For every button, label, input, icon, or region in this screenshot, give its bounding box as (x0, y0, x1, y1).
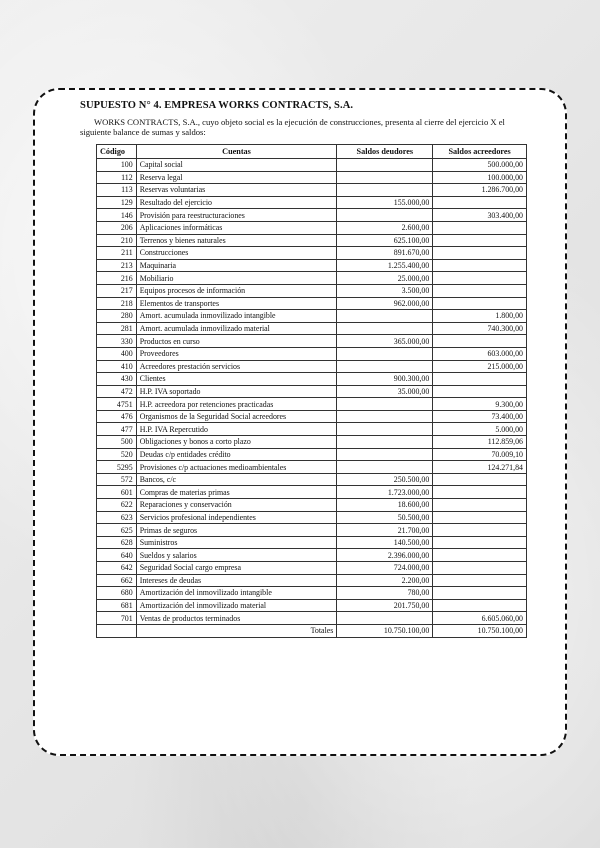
cell-account: H.P. IVA Repercutido (136, 423, 337, 436)
header-account: Cuentas (136, 145, 337, 159)
cell-code: 476 (97, 410, 137, 423)
table-row (97, 385, 527, 398)
cell-account: Ventas de productos terminados (136, 612, 337, 625)
cell-account: Resultado del ejercicio (136, 196, 337, 209)
table-body (97, 159, 527, 625)
cell-debit: 724.000,00 (337, 562, 433, 575)
cell-code: 330 (97, 335, 137, 348)
cell-debit (337, 310, 433, 323)
cell-code: 625 (97, 524, 137, 537)
cell-credit: 5.000,00 (433, 423, 527, 436)
cell-account: Seguridad Social cargo empresa (136, 562, 337, 575)
cell-code: 623 (97, 511, 137, 524)
table-row (97, 272, 527, 285)
cell-credit (433, 284, 527, 297)
cell-debit (337, 360, 433, 373)
table-row (97, 209, 527, 222)
cell-code: 662 (97, 574, 137, 587)
cell-debit (337, 322, 433, 335)
cell-credit: 603.000,00 (433, 347, 527, 360)
cell-debit (337, 398, 433, 411)
cell-code: 100 (97, 159, 137, 172)
cell-credit: 124.271,84 (433, 461, 527, 474)
cell-account: Intereses de deudas (136, 574, 337, 587)
cell-code: 218 (97, 297, 137, 310)
cell-debit: 780,00 (337, 587, 433, 600)
cell-credit (433, 272, 527, 285)
document-title: SUPUESTO N° 4. EMPRESA WORKS CONTRACTS, S.A. (80, 100, 354, 111)
cell-code: 112 (97, 171, 137, 184)
intro-paragraph: WORKS CONTRACTS, S.A., cuyo objeto social es la ejecución de construcciones, presenta al cierre del ejercicio X el siguiente balance de sumas y saldos: (80, 117, 505, 137)
cell-credit (433, 335, 527, 348)
cell-code: 281 (97, 322, 137, 335)
cell-code: 701 (97, 612, 137, 625)
cell-debit: 140.500,00 (337, 536, 433, 549)
table-row (97, 612, 527, 625)
cell-debit (337, 347, 433, 360)
cell-code: 681 (97, 599, 137, 612)
cell-debit (337, 461, 433, 474)
cell-credit (433, 562, 527, 575)
cell-credit (433, 234, 527, 247)
cell-account: Reparaciones y conservación (136, 499, 337, 512)
cell-debit: 1.723.000,00 (337, 486, 433, 499)
cell-debit: 2.200,00 (337, 574, 433, 587)
cell-code: 211 (97, 247, 137, 260)
cell-credit: 1.800,00 (433, 310, 527, 323)
table-row (97, 234, 527, 247)
cell-account: Organismos de la Seguridad Social acreedores (136, 410, 337, 423)
table-row (97, 574, 527, 587)
cell-account: Suministros (136, 536, 337, 549)
cell-code: 280 (97, 310, 137, 323)
cell-account: Capital social (136, 159, 337, 172)
totals-blank (97, 624, 137, 637)
table-row (97, 196, 527, 209)
document-content (80, 100, 523, 638)
cell-account: H.P. acreedora por retenciones practicadas (136, 398, 337, 411)
cell-credit: 500.000,00 (433, 159, 527, 172)
balance-table (96, 144, 527, 638)
cell-credit (433, 536, 527, 549)
cell-credit (433, 247, 527, 260)
table-row (97, 259, 527, 272)
cell-debit: 25.000,00 (337, 272, 433, 285)
cell-debit (337, 448, 433, 461)
cell-code: 4751 (97, 398, 137, 411)
cell-account: Provisiones c/p actuaciones medioambientales (136, 461, 337, 474)
cell-credit: 9.300,00 (433, 398, 527, 411)
cell-debit (337, 159, 433, 172)
cell-code: 622 (97, 499, 137, 512)
table-row (97, 184, 527, 197)
cell-debit: 18.600,00 (337, 499, 433, 512)
cell-credit (433, 486, 527, 499)
table-row (97, 171, 527, 184)
cell-debit: 201.750,00 (337, 599, 433, 612)
cell-credit (433, 259, 527, 272)
table-row (97, 486, 527, 499)
cell-debit: 625.100,00 (337, 234, 433, 247)
header-code: Código (97, 145, 137, 159)
table-row (97, 284, 527, 297)
cell-debit (337, 410, 433, 423)
table-row (97, 461, 527, 474)
cell-code: 206 (97, 221, 137, 234)
table-row (97, 322, 527, 335)
cell-code: 410 (97, 360, 137, 373)
cell-account: Reserva legal (136, 171, 337, 184)
cell-code: 113 (97, 184, 137, 197)
cell-code: 640 (97, 549, 137, 562)
cell-code: 400 (97, 347, 137, 360)
table-row (97, 562, 527, 575)
cell-account: Compras de materias primas (136, 486, 337, 499)
cell-debit (337, 171, 433, 184)
cell-credit (433, 549, 527, 562)
table-row (97, 347, 527, 360)
cell-credit: 112.859,06 (433, 436, 527, 449)
cell-debit: 50.500,00 (337, 511, 433, 524)
header-debit: Saldos deudores (337, 145, 433, 159)
cell-credit (433, 297, 527, 310)
cell-debit: 2.600,00 (337, 221, 433, 234)
table-row (97, 473, 527, 486)
cell-debit: 1.255.400,00 (337, 259, 433, 272)
cell-code: 572 (97, 473, 137, 486)
cell-account: Bancos, c/c (136, 473, 337, 486)
table-row (97, 499, 527, 512)
table-row (97, 373, 527, 386)
cell-code: 430 (97, 373, 137, 386)
cell-credit: 215.000,00 (433, 360, 527, 373)
cell-code: 217 (97, 284, 137, 297)
cell-code: 213 (97, 259, 137, 272)
cell-account: Clientes (136, 373, 337, 386)
table-row (97, 297, 527, 310)
table-row (97, 423, 527, 436)
cell-credit (433, 473, 527, 486)
cell-code: 680 (97, 587, 137, 600)
cell-debit (337, 423, 433, 436)
cell-credit: 6.605.060,00 (433, 612, 527, 625)
cell-credit (433, 587, 527, 600)
totals-label: Totales (136, 624, 337, 637)
cell-credit (433, 385, 527, 398)
cell-account: Elementos de transportes (136, 297, 337, 310)
cell-debit: 155.000,00 (337, 196, 433, 209)
cell-debit: 250.500,00 (337, 473, 433, 486)
cell-account: Primas de seguros (136, 524, 337, 537)
cell-credit (433, 373, 527, 386)
totals-debit: 10.750.100,00 (337, 624, 433, 637)
table-row (97, 221, 527, 234)
cell-account: Equipos procesos de información (136, 284, 337, 297)
cell-credit (433, 574, 527, 587)
cell-code: 642 (97, 562, 137, 575)
cell-debit: 3.500,00 (337, 284, 433, 297)
cell-code: 216 (97, 272, 137, 285)
cell-credit (433, 511, 527, 524)
cell-account: Mobiliario (136, 272, 337, 285)
table-row (97, 410, 527, 423)
cell-credit: 73.400,00 (433, 410, 527, 423)
cell-code: 500 (97, 436, 137, 449)
cell-account: Amortización del inmovilizado material (136, 599, 337, 612)
cell-debit: 2.396.000,00 (337, 549, 433, 562)
table-row (97, 398, 527, 411)
cell-account: Deudas c/p entidades crédito (136, 448, 337, 461)
table-row (97, 448, 527, 461)
cell-code: 5295 (97, 461, 137, 474)
table-row (97, 247, 527, 260)
cell-credit: 70.009,10 (433, 448, 527, 461)
table-row (97, 549, 527, 562)
cell-debit: 365.000,00 (337, 335, 433, 348)
cell-credit (433, 196, 527, 209)
totals-row (97, 624, 527, 637)
cell-credit (433, 599, 527, 612)
cell-account: Amort. acumulada inmovilizado material (136, 322, 337, 335)
cell-credit (433, 524, 527, 537)
cell-code: 601 (97, 486, 137, 499)
cell-credit: 100.000,00 (433, 171, 527, 184)
cell-account: Acreedores prestación servicios (136, 360, 337, 373)
table-row (97, 360, 527, 373)
cell-code: 146 (97, 209, 137, 222)
cell-debit (337, 612, 433, 625)
table-row (97, 587, 527, 600)
cell-account: Maquinaria (136, 259, 337, 272)
header-credit: Saldos acreedores (433, 145, 527, 159)
cell-credit: 303.400,00 (433, 209, 527, 222)
table-row (97, 310, 527, 323)
cell-debit: 35.000,00 (337, 385, 433, 398)
cell-code: 129 (97, 196, 137, 209)
table-row (97, 599, 527, 612)
cell-debit: 962.000,00 (337, 297, 433, 310)
table-row (97, 524, 527, 537)
cell-debit (337, 209, 433, 222)
totals-credit: 10.750.100,00 (433, 624, 527, 637)
cell-account: H.P. IVA soportado (136, 385, 337, 398)
table-header-row (97, 145, 527, 159)
cell-account: Construcciones (136, 247, 337, 260)
cell-debit (337, 436, 433, 449)
cell-account: Terrenos y bienes naturales (136, 234, 337, 247)
cell-account: Sueldos y salarios (136, 549, 337, 562)
cell-code: 477 (97, 423, 137, 436)
cell-credit: 740.300,00 (433, 322, 527, 335)
cell-credit (433, 221, 527, 234)
cell-account: Reservas voluntarias (136, 184, 337, 197)
cell-account: Obligaciones y bonos a corto plazo (136, 436, 337, 449)
cell-credit: 1.286.700,00 (433, 184, 527, 197)
cell-account: Provisión para reestructuraciones (136, 209, 337, 222)
cell-account: Productos en curso (136, 335, 337, 348)
table-row (97, 511, 527, 524)
cell-account: Aplicaciones informáticas (136, 221, 337, 234)
cell-account: Servicios profesional independientes (136, 511, 337, 524)
table-row (97, 436, 527, 449)
table-row (97, 536, 527, 549)
cell-account: Amortización del inmovilizado intangible (136, 587, 337, 600)
table-row (97, 159, 527, 172)
cell-code: 472 (97, 385, 137, 398)
cell-debit: 900.300,00 (337, 373, 433, 386)
cell-debit (337, 184, 433, 197)
cell-debit: 891.670,00 (337, 247, 433, 260)
cell-account: Amort. acumulada inmovilizado intangible (136, 310, 337, 323)
cell-credit (433, 499, 527, 512)
cell-code: 628 (97, 536, 137, 549)
cell-account: Proveedores (136, 347, 337, 360)
cell-code: 210 (97, 234, 137, 247)
table-row (97, 335, 527, 348)
cell-code: 520 (97, 448, 137, 461)
cell-debit: 21.700,00 (337, 524, 433, 537)
